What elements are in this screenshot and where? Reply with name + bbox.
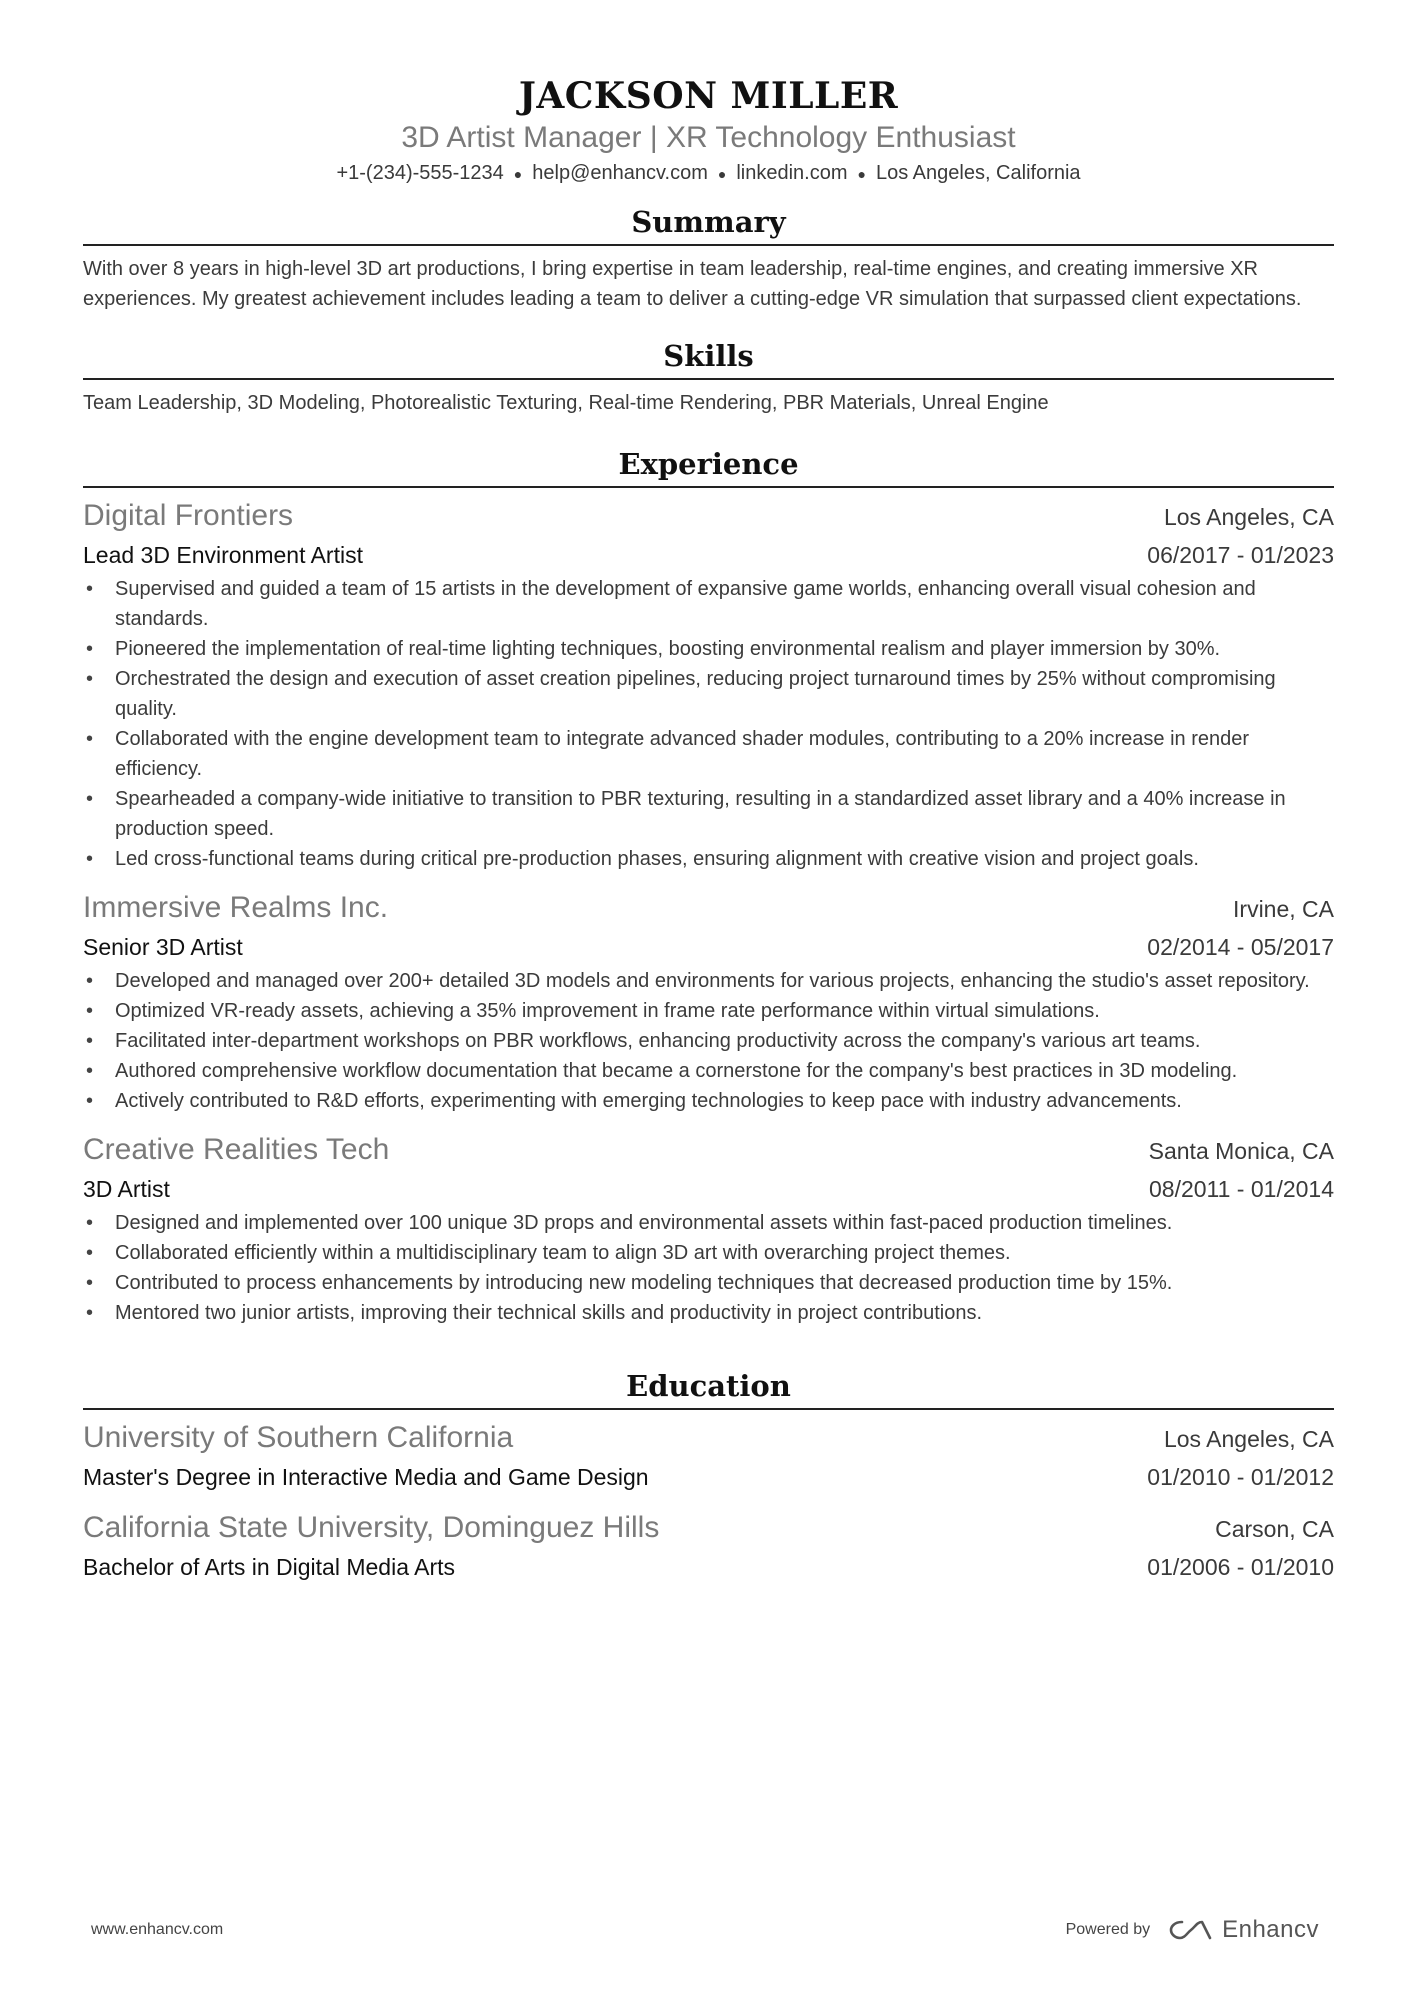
candidate-tagline: 3D Artist Manager | XR Technology Enthusiast xyxy=(401,121,1016,154)
job-role: Lead 3D Environment Artist xyxy=(83,542,363,568)
job-entry xyxy=(83,888,1334,1116)
brand-logo[interactable] xyxy=(1168,1916,1319,1944)
job-header-row xyxy=(83,496,1334,536)
list-item: • Led cross-functional teams during critical pre-production phases, ensuring alignment with creative vision and project goals. xyxy=(83,844,1334,874)
footer-url-link[interactable]: www.enhancv.com xyxy=(91,1921,224,1938)
job-bullets xyxy=(83,1208,1334,1328)
bullet-separator-icon: ● xyxy=(717,165,727,182)
education-entry xyxy=(83,1418,1334,1496)
job-role-row xyxy=(83,928,1334,966)
list-item: • Contributed to process enhancements by introducing new modeling techniques that decreased production time by 15%. xyxy=(83,1268,1334,1298)
job-bullets xyxy=(83,574,1334,874)
job-company: Creative Realities Tech xyxy=(83,1133,390,1166)
education-dates: 01/2010 - 01/2012 xyxy=(1147,1464,1334,1490)
job-role: 3D Artist xyxy=(83,1176,170,1202)
education-header-row xyxy=(83,1418,1334,1458)
page-footer xyxy=(91,1912,1319,1948)
enhancv-logo-icon xyxy=(1168,1918,1214,1942)
education-dates: 01/2006 - 01/2010 xyxy=(1147,1554,1334,1580)
list-item: • Developed and managed over 200+ detailed 3D models and environments for various projects, enhancing the studio's asset repository. xyxy=(83,966,1334,996)
list-item: • Mentored two junior artists, improving their technical skills and productivity in project contributions. xyxy=(83,1298,1334,1328)
job-entry xyxy=(83,1130,1334,1328)
skills-section xyxy=(83,334,1334,418)
powered-by xyxy=(1066,1916,1319,1944)
resume-page xyxy=(83,0,1334,1586)
skills-text: Team Leadership, 3D Modeling, Photorealistic Texturing, Real-time Rendering, PBR Materials, Unreal Engine xyxy=(83,392,1049,414)
section-title-skills: Skills xyxy=(83,334,1334,380)
bullet-separator-icon: ● xyxy=(513,165,523,182)
job-role-row xyxy=(83,536,1334,574)
job-header-row xyxy=(83,1130,1334,1170)
contact-line xyxy=(83,158,1334,188)
job-bullets xyxy=(83,966,1334,1116)
job-dates: 02/2014 - 05/2017 xyxy=(1147,934,1334,960)
list-item: • Optimized VR-ready assets, achieving a 35% improvement in frame rate performance within virtual simulations. xyxy=(83,996,1334,1026)
list-item: • Orchestrated the design and execution of asset creation pipelines, reducing project turnaround times by 25% without compromising quality. xyxy=(83,664,1334,724)
list-item: • Collaborated with the engine development team to integrate advanced shader modules, contributing to a 20% increase in render efficiency. xyxy=(83,724,1334,784)
brand-name: Enhancv xyxy=(1222,1916,1319,1943)
education-location: Carson, CA xyxy=(1215,1516,1334,1542)
list-item: • Pioneered the implementation of real-time lighting techniques, boosting environmental realism and player immersion by 30%. xyxy=(83,634,1334,664)
education-list xyxy=(83,1418,1334,1586)
education-school: California State University, Dominguez Hills xyxy=(83,1511,660,1544)
summary-text: With over 8 years in high-level 3D art productions, I bring expertise in team leadership, real-time engines, and creating immersive XR experiences. My greatest achievement includes leading a team to deliver a cutting-edge VR simulation that surpassed client expectations. xyxy=(83,258,1302,310)
education-degree: Master's Degree in Interactive Media and Game Design xyxy=(83,1464,649,1490)
job-company: Immersive Realms Inc. xyxy=(83,891,389,924)
education-location: Los Angeles, CA xyxy=(1163,1426,1334,1452)
contact-location: Los Angeles, California xyxy=(875,162,1081,184)
job-company: Digital Frontiers xyxy=(83,499,294,532)
list-item: • Authored comprehensive workflow documentation that became a cornerstone for the company's best practices in 3D modeling. xyxy=(83,1056,1334,1086)
bullet-separator-icon: ● xyxy=(857,165,866,182)
education-section xyxy=(83,1364,1334,1586)
job-role: Senior 3D Artist xyxy=(83,934,243,960)
job-list xyxy=(83,496,1334,1328)
contact-phone[interactable]: +1-(234)-555-1234 xyxy=(336,162,504,184)
experience-section xyxy=(83,442,1334,1328)
list-item: • Facilitated inter-department workshops on PBR workflows, enhancing productivity across the company's various art teams. xyxy=(83,1026,1334,1056)
section-title-education: Education xyxy=(83,1364,1334,1410)
summary-section xyxy=(83,200,1334,314)
job-location: Los Angeles, CA xyxy=(1163,504,1334,530)
contact-linkedin[interactable]: linkedin.com xyxy=(736,162,848,184)
contact-email[interactable]: help@enhancv.com xyxy=(532,162,708,184)
list-item: • Supervised and guided a team of 15 artists in the development of expansive game worlds, enhancing overall visual cohesion and standards. xyxy=(83,574,1334,634)
education-entry xyxy=(83,1508,1334,1586)
job-header-row xyxy=(83,888,1334,928)
education-degree-row xyxy=(83,1458,1334,1496)
education-degree-row xyxy=(83,1548,1334,1586)
job-entry xyxy=(83,496,1334,874)
list-item: • Actively contributed to R&D efforts, experimenting with emerging technologies to keep pace with industry advancements. xyxy=(83,1086,1334,1116)
powered-by-label: Powered by xyxy=(1065,1921,1151,1938)
education-header-row xyxy=(83,1508,1334,1548)
candidate-name: JACKSON MILLER xyxy=(518,75,899,117)
education-school: University of Southern California xyxy=(83,1421,514,1454)
job-location: Irvine, CA xyxy=(1233,896,1334,922)
job-dates: 06/2017 - 01/2023 xyxy=(1147,542,1334,568)
section-title-summary: Summary xyxy=(83,200,1334,246)
resume-header xyxy=(83,0,1334,188)
list-item: • Designed and implemented over 100 unique 3D props and environmental assets within fast-paced production timelines. xyxy=(83,1208,1334,1238)
job-location: Santa Monica, CA xyxy=(1148,1138,1334,1164)
list-item: • Spearheaded a company-wide initiative to transition to PBR texturing, resulting in a standardized asset library and a 40% increase in production speed. xyxy=(83,784,1334,844)
job-role-row xyxy=(83,1170,1334,1208)
job-dates: 08/2011 - 01/2014 xyxy=(1148,1176,1334,1202)
education-degree: Bachelor of Arts in Digital Media Arts xyxy=(83,1554,455,1580)
section-title-experience: Experience xyxy=(83,442,1334,488)
list-item: • Collaborated efficiently within a multidisciplinary team to align 3D art with overarching project themes. xyxy=(83,1238,1334,1268)
